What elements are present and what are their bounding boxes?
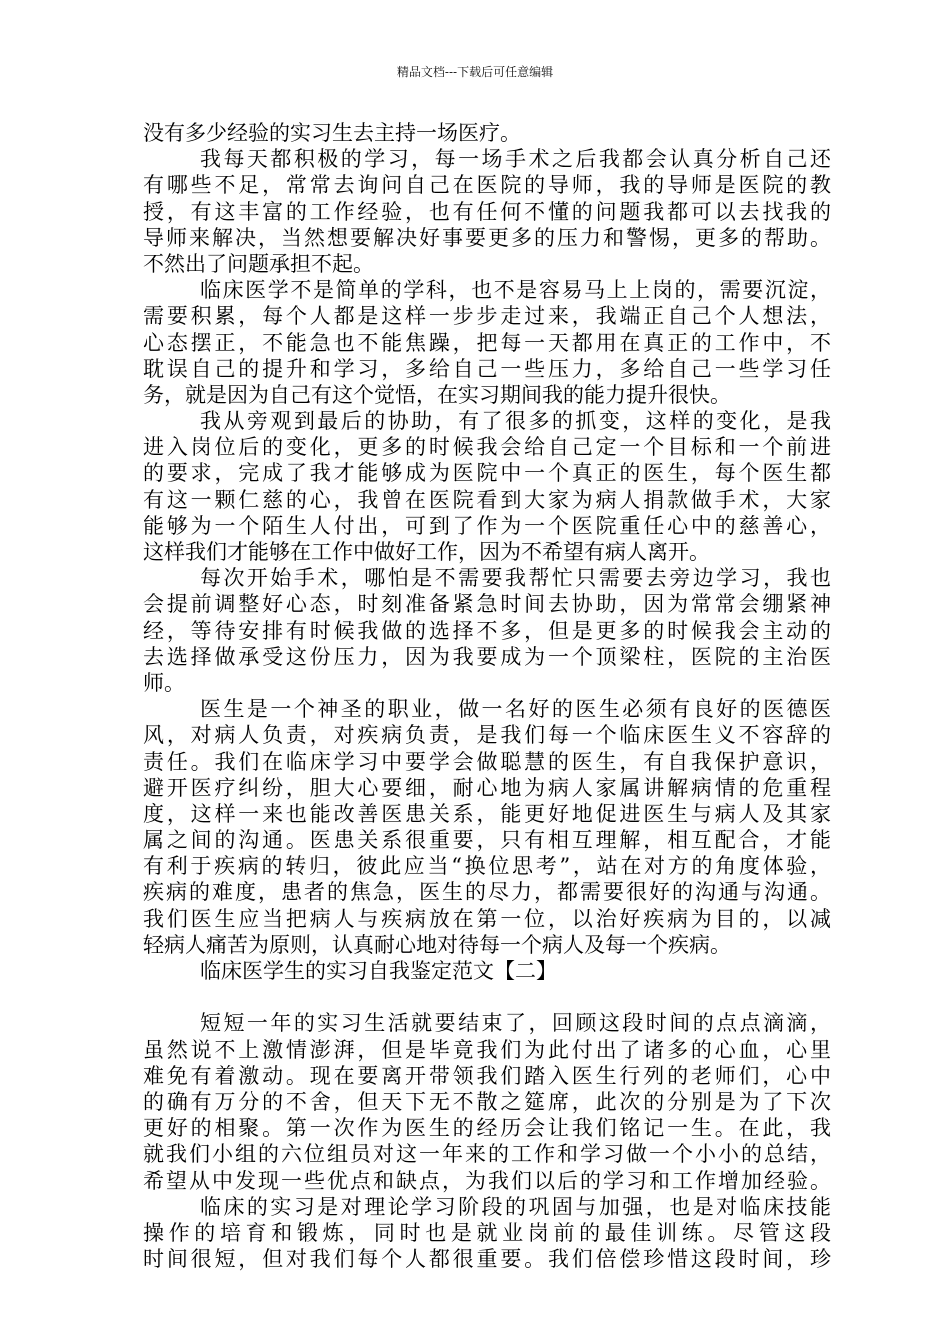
text-line: 临床的实习是对理论学习阶段的巩固与加强，也是对临床技能 bbox=[200, 1194, 831, 1219]
text-line: 这样我们才能够在工作中做好工作，因为不希望有病人离开。 bbox=[143, 540, 710, 564]
text-line: 授，有这丰富的工作经验，也有任何不懂的问题我都可以去找我的 bbox=[143, 199, 831, 224]
text-line: 责任。我们在临床学习中要学会做聪慧的医生，有自我保护意识， bbox=[143, 749, 831, 774]
text-line: 有这一颗仁慈的心，我曾在医院看到大家为病人捐款做手术，大家 bbox=[143, 487, 831, 512]
text-line: 时间很短，但对我们每个人都很重要。我们倍偿珍惜这段时间，珍 bbox=[143, 1247, 831, 1272]
text-line: 短短一年的实习生活就要结束了，回顾这段时间的点点滴滴， bbox=[200, 1011, 831, 1036]
text-line: 度，这样一来也能改善医患关系，能更好地促进医生与病人及其家 bbox=[143, 801, 831, 826]
text-line: 的确有万分的不舍，但天下无不散之筵席，此次的分别是为了下次 bbox=[143, 1089, 831, 1114]
text-line: 心态摆正，不能急也不能焦躁，把每一天都用在真正的工作中，不 bbox=[143, 330, 831, 355]
text-line: 避开医疗纠纷，胆大心要细，耐心地为病人家属讲解病情的危重程 bbox=[143, 775, 831, 800]
text-line: 进入岗位后的变化，更多的时候我会给自己定一个目标和一个前进 bbox=[143, 435, 831, 460]
text-line: 没有多少经验的实习生去主持一场医疗。 bbox=[143, 121, 521, 145]
page-header: 精品文档---下载后可任意编辑 bbox=[396, 65, 554, 79]
text-line: 属之间的沟通。医患关系很重要，只有相互理解，相互配合，才能 bbox=[143, 828, 831, 853]
text-line: 我们医生应当把病人与疾病放在第一位，以治好疾病为目的，以减 bbox=[143, 906, 831, 931]
text-line: 希望从中发现一些优点和缺点，为我们以后的学习和工作增加经验。 bbox=[143, 1168, 831, 1193]
text-line: 轻病人痛苦为原则，认真耐心地对待每一个病人及每一个疾病。 bbox=[143, 932, 731, 957]
text-line: 操作的培育和锻炼，同时也是就业岗前的最佳训练。尽管这段 bbox=[143, 1220, 831, 1245]
text-line: 师。 bbox=[143, 670, 185, 695]
text-line: 虽然说不上激情澎湃，但是毕竟我们为此付出了诸多的心血，心里 bbox=[143, 1037, 831, 1062]
text-line: 耽误自己的提升和学习，多给自己一些压力，多给自己一些学习任 bbox=[143, 356, 831, 381]
text-line: 有哪些不足，常常去询问自己在医院的导师，我的导师是医院的教 bbox=[143, 173, 831, 198]
text-line: 去选择做承受这份压力，因为我要成为一个顶梁柱，医院的主治医 bbox=[143, 644, 831, 669]
text-line: 临床医学生的实习自我鉴定范文【二】 bbox=[200, 959, 557, 983]
text-line: 务，就是因为自己有这个觉悟，在实习期间我的能力提升很快。 bbox=[143, 382, 731, 407]
body-text bbox=[143, 120, 831, 1272]
text-line: 经，等待安排有时候我做的选择不多，但是更多的时候我会主动的 bbox=[143, 618, 831, 643]
text-line: 不然出了问题承担不起。 bbox=[143, 251, 374, 276]
text-line: 有利于疾病的转归，彼此应当“换位思考”，站在对方的角度体验， bbox=[143, 854, 831, 879]
text-line: 临床医学不是简单的学科，也不是容易马上上岗的，需要沉淀， bbox=[200, 278, 831, 303]
text-line: 能够为一个陌生人付出，可到了作为一个医院重任心中的慈善心， bbox=[143, 513, 831, 538]
text-line: 医生是一个神圣的职业，做一名好的医生必须有良好的医德医 bbox=[200, 697, 831, 722]
text-line: 我从旁观到最后的协助，有了很多的抓变，这样的变化，是我 bbox=[200, 409, 831, 434]
text-line: 会提前调整好心态，时刻准备紧急时间去协助，因为常常会绷紧神 bbox=[143, 592, 831, 617]
text-line: 导师来解决，当然想要解决好事要更多的压力和警惕，更多的帮助。 bbox=[143, 225, 831, 250]
text-line: 就我们小组的六位组员对这一年来的工作和学习做一个小小的总结， bbox=[143, 1142, 831, 1167]
text-line: 的要求，完成了我才能够成为医院中一个真正的医生，每个医生都 bbox=[143, 461, 831, 486]
text-line: 难免有着激动。现在要离开带领我们踏入医生行列的老师们，心中 bbox=[143, 1063, 831, 1088]
blank-line bbox=[143, 984, 831, 1010]
text-line: 疾病的难度，患者的焦急，医生的尽力，都需要很好的沟通与沟通。 bbox=[143, 880, 831, 905]
text-line: 需要积累，每个人都是这样一步步走过来，我端正自己个人想法， bbox=[143, 304, 831, 329]
text-line: 每次开始手术，哪怕是不需要我帮忙只需要去旁边学习，我也 bbox=[200, 566, 831, 591]
text-line: 风，对病人负责，对疾病负责，是我们每一个临床医生义不容辞的 bbox=[143, 723, 831, 748]
text-line: 我每天都积极的学习，每一场手术之后我都会认真分析自己还 bbox=[200, 147, 831, 172]
text-line: 更好的相聚。第一次作为医生的经历会让我们铭记一生。在此，我 bbox=[143, 1116, 831, 1141]
